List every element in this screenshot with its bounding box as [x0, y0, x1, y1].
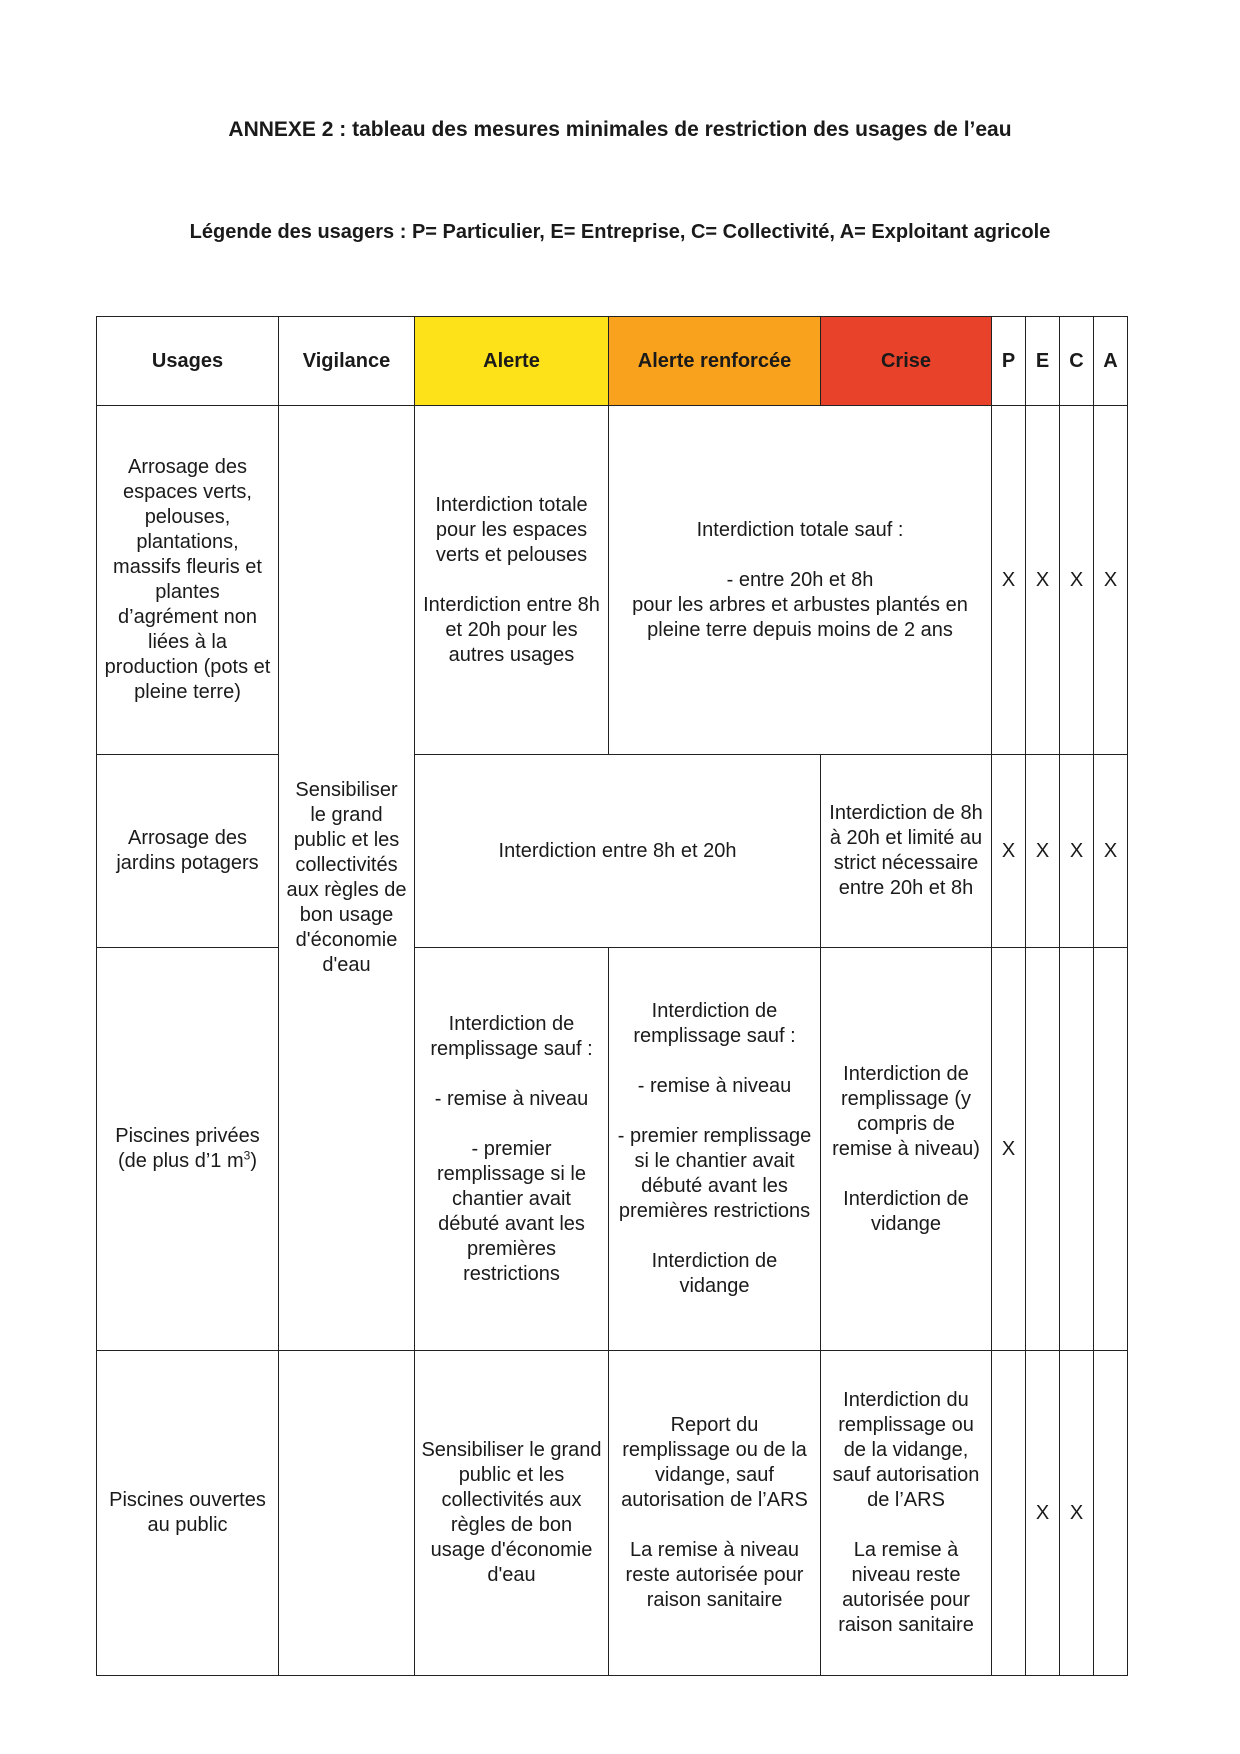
header-crise: Crise [821, 317, 992, 406]
table-row [97, 406, 1128, 755]
usage-text: Piscines privées (de plus d’1 m [115, 1125, 260, 1172]
alerte-renforcee-cell: Interdiction entre 8h et 20h [415, 755, 821, 948]
usage-cell: Arrosage des espaces verts, pelouses, plantations, massifs fleuris et plantes d’agrément non liées à la production (pots et pleine terre) [97, 406, 279, 755]
alerte-text-2: - remise à niveau [434, 1087, 589, 1110]
flag-c: X [1060, 755, 1094, 948]
alerte-text-1: Interdiction de remplissage sauf : [430, 1012, 593, 1060]
renforcee-crise-text-3: pour les arbres et arbustes plantés en pleine terre depuis moins de 2 ans [632, 593, 968, 641]
renforcee-text-1: Interdiction de remplissage sauf : [633, 1000, 796, 1047]
renforcee-text-2: - remise à niveau [637, 1075, 792, 1097]
header-alerte-renforcee: Alerte renforcée [609, 317, 821, 406]
header-alerte: Alerte [415, 317, 609, 406]
flag-a [1094, 948, 1128, 1351]
usage-cell: Arrosage des jardins potagers [97, 755, 279, 948]
renforcee-crise-text-2: - entre 20h et 8h [726, 568, 874, 591]
vigilance-cell-empty [279, 1351, 415, 1676]
flag-c: X [1060, 1351, 1094, 1676]
table-row [97, 755, 1128, 948]
vigilance-cell: Sensibiliser le grand public et les collectivités aux règles de bon usage d'économie d'eau [279, 406, 415, 1351]
usage-superscript: 3 [243, 1148, 251, 1163]
renforcee-crise-text-1: Interdiction totale sauf : [696, 518, 904, 541]
alerte-cell [415, 406, 609, 755]
alerte-text-3: - premier remplissage si le chantier avait débuté avant les premières restrictions [437, 1137, 586, 1285]
flag-p: X [992, 406, 1026, 755]
header-vigilance: Vigilance [279, 317, 415, 406]
alerte-cell [415, 948, 609, 1351]
flag-p: X [992, 948, 1026, 1351]
header-row [97, 317, 1128, 406]
header-usages: Usages [97, 317, 279, 406]
renforcee-crise-cell [609, 406, 992, 755]
crise-text-2: Interdiction de vidange [843, 1187, 969, 1235]
alerte-renforcee-cell [609, 1351, 821, 1676]
flag-e [1026, 948, 1060, 1351]
legend-text: Légende des usagers : P= Particulier, E= Entreprise, C= Collectivité, A= Exploitant agricole [189, 221, 1051, 243]
alerte-cell: Sensibiliser le grand public et les collectivités aux règles de bon usage d'économie d'eau [415, 1351, 609, 1676]
crise-cell: Interdiction de 8h à 20h et limité au strict nécessaire entre 20h et 8h [821, 755, 992, 948]
crise-text-1: Interdiction de remplissage (y compris de remise à niveau) [832, 1062, 980, 1160]
renforcee-text-1: Report du remplissage ou de la vidange, sauf autorisation de l’ARS [621, 1414, 808, 1511]
flag-e: X [1026, 1351, 1060, 1676]
usage-cell: Piscines ouvertes au public [97, 1351, 279, 1676]
page-title: ANNEXE 2 : tableau des mesures minimales de restriction des usages de l’eau [228, 118, 1012, 141]
crise-cell [821, 948, 992, 1351]
table-row [97, 948, 1128, 1351]
flag-e: X [1026, 755, 1060, 948]
alerte-text-2: Interdiction entre 8h et 20h pour les autres usages [423, 593, 600, 666]
alerte-renforcee-cell [609, 948, 821, 1351]
flag-e: X [1026, 406, 1060, 755]
crise-text-2: La remise à niveau reste autorisée pour raison sanitaire [838, 1539, 974, 1636]
flag-p [992, 1351, 1026, 1676]
usage-text-end: ) [250, 1150, 257, 1172]
flag-p: X [992, 755, 1026, 948]
crise-text-1: Interdiction du remplissage ou de la vidange, sauf autorisation de l’ARS [832, 1389, 980, 1511]
renforcee-text-4: Interdiction de vidange [651, 1250, 778, 1297]
flag-a: X [1094, 755, 1128, 948]
flag-c [1060, 948, 1094, 1351]
crise-cell [821, 1351, 992, 1676]
flag-a [1094, 1351, 1128, 1676]
restriction-table [96, 316, 1128, 1676]
header-p: P [992, 317, 1026, 406]
table-row [97, 1351, 1128, 1676]
header-e: E [1026, 317, 1060, 406]
header-c: C [1060, 317, 1094, 406]
flag-a: X [1094, 406, 1128, 755]
usage-cell [97, 948, 279, 1351]
alerte-text-1: Interdiction totale pour les espaces verts et pelouses [435, 493, 588, 566]
flag-c: X [1060, 406, 1094, 755]
header-a: A [1094, 317, 1128, 406]
renforcee-text-2: La remise à niveau reste autorisée pour raison sanitaire [625, 1539, 804, 1611]
renforcee-text-3: - premier remplissage si le chantier avait débuté avant les premières restrictions [617, 1125, 812, 1222]
